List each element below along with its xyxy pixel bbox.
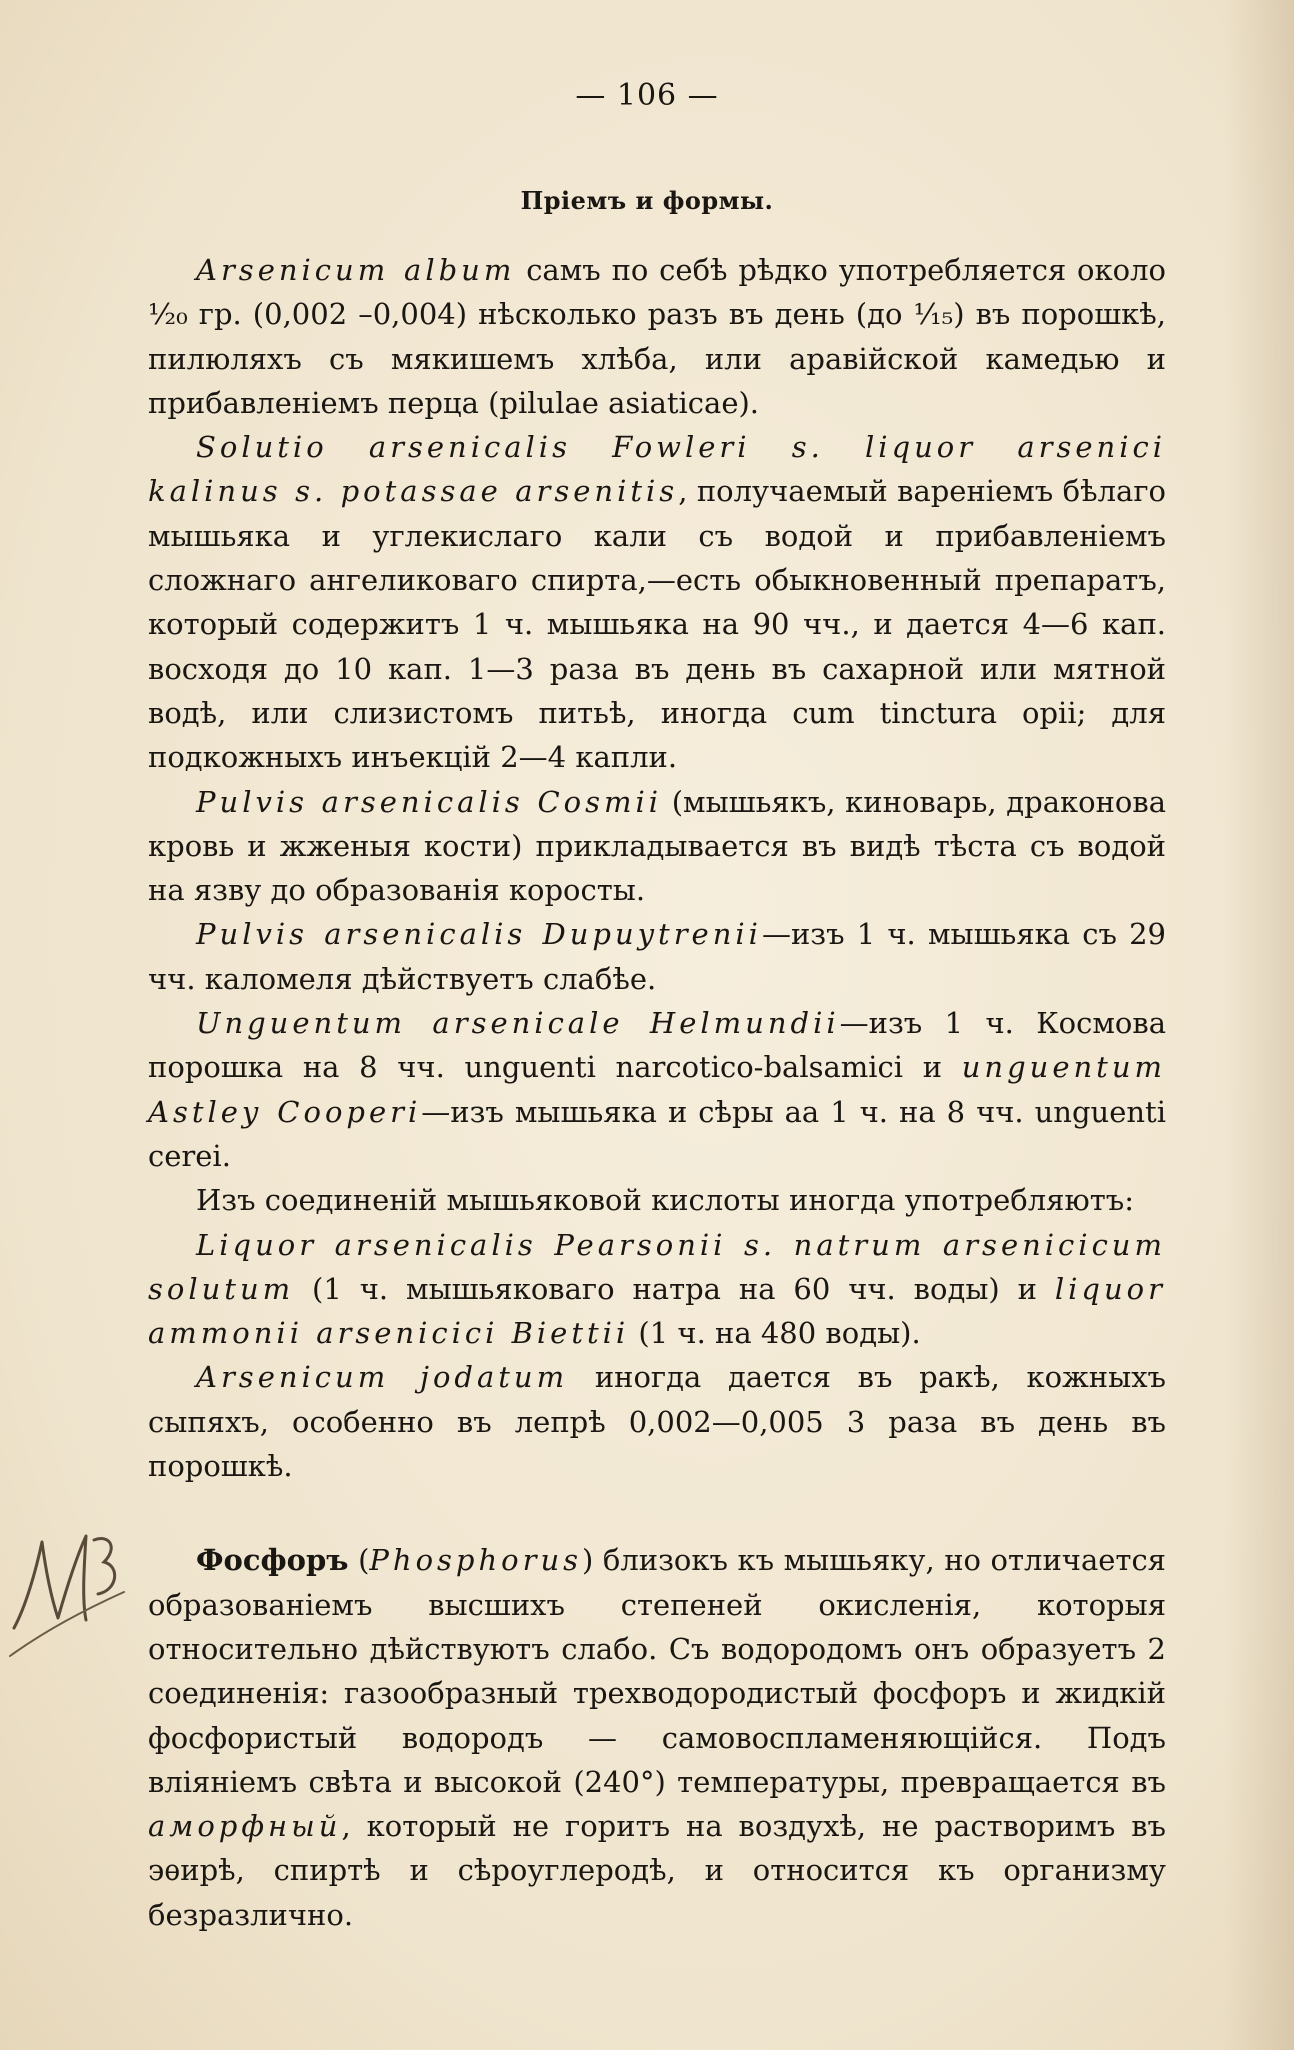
latin-term: liquor ammonii arsenicici Biettii	[148, 1271, 1166, 1351]
paragraph-arsenic-acid-intro	[148, 1178, 1166, 1222]
paragraph-text: ) близокъ къ мышьяку, но отличается образованіемъ высшихъ степеней окисленія, которыя относительно дѣйствуютъ слабо. Съ водородомъ онъ образуетъ 2 соединенія: газообразный трехводородистый фосфоръ и жидкій фосфористый водородъ — самовоспламеняющійся. Подъ вліяніемъ свѣта и высокой (240°) температуры, превращается въ	[148, 1543, 1166, 1799]
paragraph-arsenicum-album	[148, 248, 1166, 425]
paragraph-text: —изъ мышьяка и сѣры aa 1 ч. на 8 чч. unguenti cerei.	[148, 1094, 1166, 1173]
paragraph-text: (мышьякъ, киноварь, драконова кровь и жженыя кости) прикладывается въ видѣ тѣста съ водой на язву до образованія коросты.	[148, 784, 1166, 908]
paragraph-text: , получаемый вареніемъ бѣлаго мышьяка и углекислаго кали съ водой и прибавленіемъ сложнаго ангеликоваго спирта,—есть обыкновенный препаратъ, который содержитъ 1 ч. мышьяка на 90 чч., и дается 4—6 кап. восходя до 10 кап. 1—3 раза въ день въ сахарной или мятной водѣ, или слизистомъ питьѣ, иногда cum tinctura opii; для подкожныхъ инъекцій 2—4 капли.	[148, 474, 1166, 775]
latin-term: Phosphorus	[369, 1543, 583, 1578]
page-edge-shadow	[1224, 0, 1294, 2050]
paragraph-fowler-solution	[148, 425, 1166, 779]
italic-term: аморфный	[148, 1809, 342, 1844]
paragraph-phosphorus	[148, 1538, 1166, 1937]
latin-term: Pulvis arsenicalis Cosmii	[196, 784, 663, 819]
paragraph-pulvis-dupuytrenii	[148, 912, 1166, 1001]
latin-term: Arsenicum jodatum	[196, 1360, 569, 1395]
paragraph-text: Изъ соединеній мышьяковой кислоты иногда употребляютъ:	[196, 1183, 1134, 1218]
body-text	[148, 248, 1166, 1937]
paragraph-pulvis-cosmii	[148, 780, 1166, 913]
paragraph-text: самъ по себѣ рѣдко употребляется около ¹⁄₂₀ гр. (0,002 –0,004) нѣсколько разъ въ день (до ¹⁄₁₅) въ порошкѣ, пилюляхъ съ мякишемъ хлѣба, или аравійской камедью и прибавленіемъ перца (pilulae asiaticae).	[148, 253, 1166, 420]
bold-term: Фосфоръ	[196, 1543, 349, 1578]
paragraph-text: —изъ 1 ч. Космова порошка на 8 чч. unguenti narcotico-balsamici и	[148, 1006, 1167, 1085]
section-title: Пріемъ и формы.	[520, 186, 774, 215]
paragraph-arsenicum-jodatum	[148, 1355, 1166, 1488]
latin-term: Solutio arsenicalis Fowleri s. liquor arsenici kalinus s. potassae arsenitis	[148, 430, 1166, 509]
latin-term: Arsenicum album	[196, 253, 516, 287]
latin-term: unguentum Astley Cooperi	[148, 1050, 1166, 1129]
handwritten-margin-note	[6, 1510, 126, 1660]
paragraph-text: , который не горитъ на воздухѣ, не растворимъ въ эѳирѣ, спиртѣ и сѣроуглеродѣ, и относится къ организму безразлично.	[148, 1809, 1166, 1932]
paragraph-text: иногда дается въ ракѣ, кожныхъ сыпяхъ, особенно въ лепрѣ 0,002—0,005 3 раза въ день въ порошкѣ.	[148, 1360, 1167, 1484]
paragraph-text: (1 ч. мышьяковаго натра на 60 чч. воды) и	[294, 1271, 1055, 1306]
paragraph-liquor-pearsonii	[148, 1223, 1166, 1356]
latin-term: Liquor arsenicalis Pearsonii s. natrum arsenicicum solutum	[148, 1227, 1166, 1306]
paragraph-text: (	[348, 1543, 370, 1578]
latin-term: Unguentum arsenicale Helmundii	[196, 1006, 840, 1041]
latin-term: Pulvis arsenicalis Dupuytrenii	[196, 917, 762, 952]
paragraph-text: —изъ 1 ч. мышьяка съ 29 чч. каломеля дѣйствуетъ слабѣе.	[148, 917, 1166, 996]
paragraph-text: (1 ч. на 480 воды).	[629, 1316, 921, 1351]
page-number: — 106 —	[575, 78, 719, 113]
paragraph-unguentum-helmundii	[148, 1001, 1166, 1178]
